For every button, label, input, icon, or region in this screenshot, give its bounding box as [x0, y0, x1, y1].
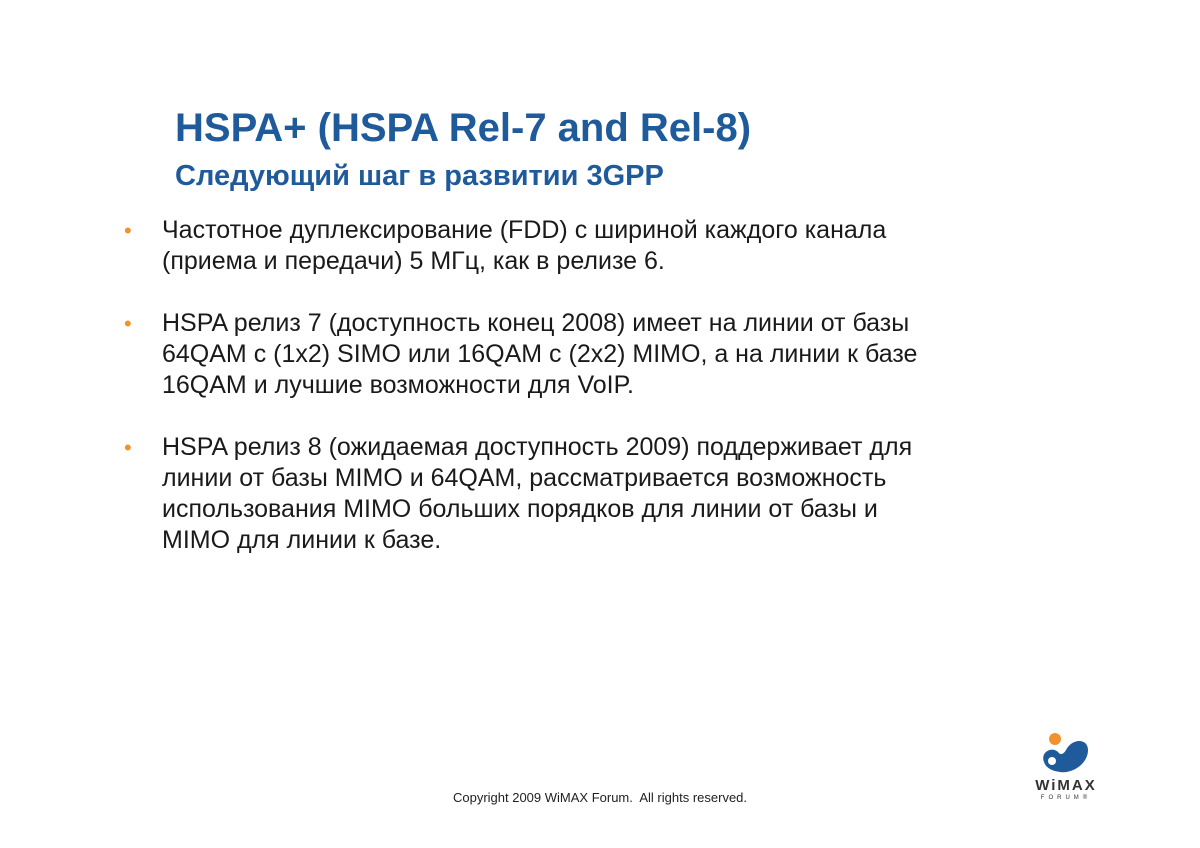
- bullet-text-line: MIMO для линии к базе.: [162, 526, 442, 554]
- logo-orange-dot: [1049, 733, 1061, 745]
- bullet-text-line: (приема и передачи) 5 МГц, как в релизе 6.: [162, 247, 665, 275]
- copyright-footer: Copyright 2009 WiMAX Forum. All rights reserved.: [452, 790, 748, 805]
- bullet-text-line: 64QAM с (1x2) SIMO или 16QAM с (2x2) MIMO, а на линии к базе: [162, 340, 918, 368]
- bullet-text-line: HSPA релиз 8 (ожидаемая доступность 2009) поддерживает для: [162, 433, 913, 461]
- bullet-dot-icon: •: [124, 311, 132, 336]
- bullet-list: [120, 215, 1080, 587]
- logo-subtext: FORUM®: [1040, 795, 1092, 801]
- logo-white-hole: [1048, 757, 1056, 765]
- bullet-text-line: HSPA релиз 7 (доступность конец 2008) имеет на линии от базы: [162, 309, 910, 337]
- bullet-text-line: линии от базы MIMO и 64QAM, рассматривается возможность: [162, 464, 887, 492]
- slide-title: HSPA+ (HSPA Rel-7 and Rel-8): [175, 106, 752, 150]
- bullet-text-line: использования MIMO больших порядков для линии от базы и: [162, 495, 878, 523]
- slide-subtitle: Следующий шаг в развитии 3GPP: [175, 160, 664, 192]
- bullet-item: [120, 432, 1080, 556]
- logo-wordmark: WiMAX: [1035, 777, 1097, 794]
- bullet-dot-icon: •: [124, 435, 132, 460]
- bullet-item: [120, 308, 1080, 401]
- bullet-dot-icon: •: [124, 218, 132, 243]
- bullet-item: [120, 215, 1080, 277]
- bullet-text-line: 16QAM и лучшие возможности для VoIP.: [162, 371, 634, 399]
- logo-blue-swoosh: [1043, 741, 1088, 772]
- bullet-text-line: Частотное дуплексирование (FDD) с шириной каждого канала: [162, 216, 887, 244]
